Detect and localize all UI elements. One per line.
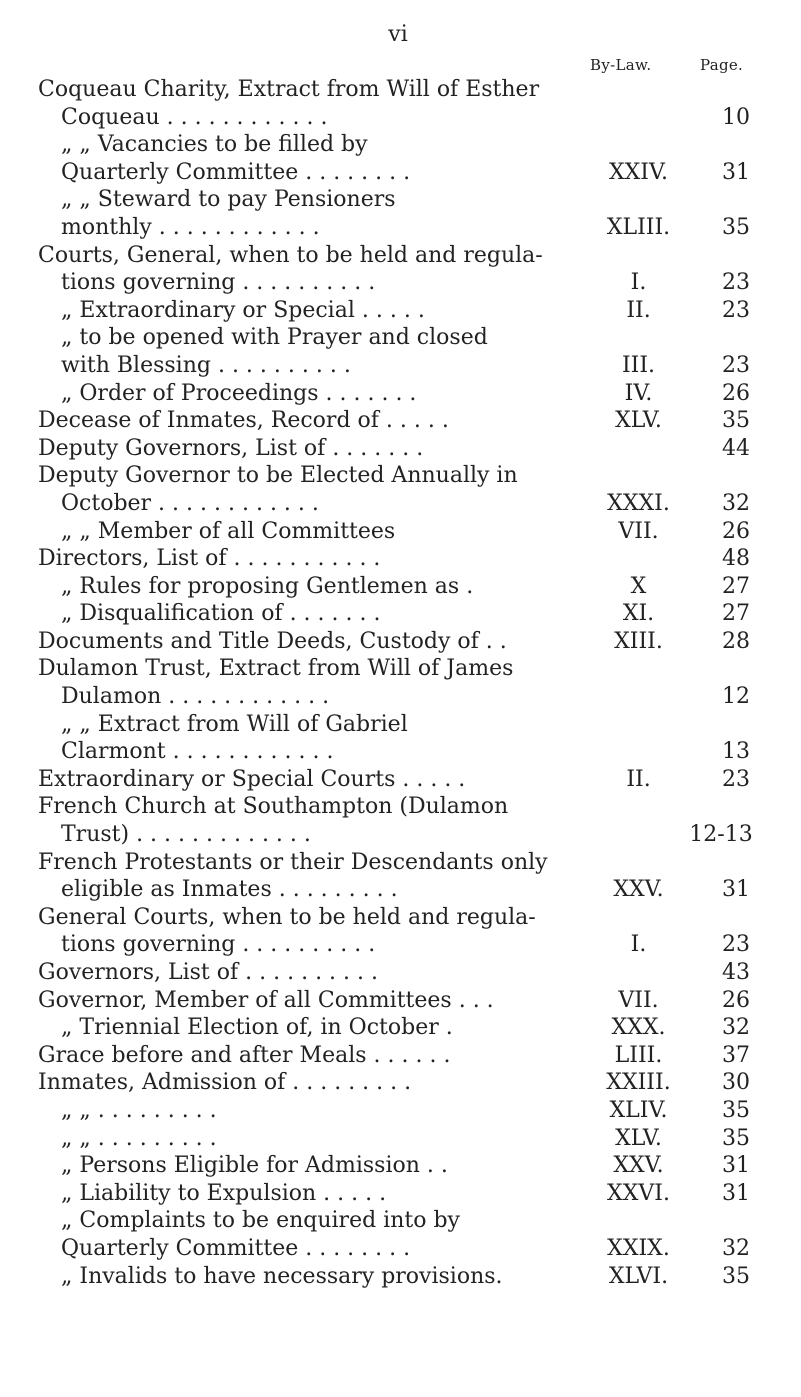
entry-text: eligible as Inmates . . . . . . . . . [61, 877, 398, 903]
entry-page: 26 [722, 380, 750, 406]
entry-bylaw: XXV. [613, 1153, 664, 1179]
entry-text: Decease of Inmates, Record of . . . . . [38, 408, 449, 434]
entry-bylaw: X [630, 573, 647, 599]
entry-text: Courts, General, when to be held and regula- [38, 242, 543, 268]
entry-page: 31 [722, 1180, 750, 1206]
index-entry-row [38, 931, 778, 959]
index-entry-row [38, 711, 778, 739]
entry-text: Coqueau . . . . . . . . . . . . [61, 104, 328, 130]
entry-text: October . . . . . . . . . . . . [61, 490, 319, 516]
entry-bylaw: XLIII. [606, 214, 671, 240]
entry-page: 27 [722, 601, 750, 627]
entry-page: 32 [722, 1015, 750, 1041]
entry-bylaw: XLVI. [608, 1263, 669, 1289]
index-entry-row [38, 600, 778, 628]
entry-page: 44 [722, 435, 750, 461]
entry-page: 27 [722, 573, 750, 599]
entry-bylaw: LIII. [614, 1042, 663, 1068]
index-entry-row [38, 462, 778, 490]
entry-text: Quarterly Committee . . . . . . . . [61, 159, 411, 185]
entry-page: 28 [722, 628, 750, 654]
entry-text: „ Complaints to be enquired into by [61, 1208, 460, 1234]
index-entry-row [38, 1125, 778, 1153]
entry-page: 48 [722, 546, 750, 572]
entry-page: 13 [722, 739, 750, 765]
entry-text: Inmates, Admission of . . . . . . . . . [38, 1070, 412, 1096]
index-entry-row [38, 435, 778, 463]
index-entry-row [38, 793, 778, 821]
entry-text: „ „ Steward to pay Pensioners [61, 187, 396, 213]
index-entry-row [38, 987, 778, 1015]
entry-text: Dulamon . . . . . . . . . . . . [61, 684, 330, 710]
index-entry-row [38, 131, 778, 159]
entry-text: tions governing . . . . . . . . . . [61, 270, 376, 296]
entry-text: „ „ Extract from Will of Gabriel [61, 711, 408, 737]
entry-page: 35 [722, 1125, 750, 1151]
index-entry-row [38, 849, 778, 877]
entry-page: 31 [722, 1153, 750, 1179]
entry-bylaw: II. [626, 297, 651, 323]
index-entry-row [38, 242, 778, 270]
index-entry-row [38, 904, 778, 932]
entry-text: Documents and Title Deeds, Custody of . . [38, 628, 507, 654]
entry-bylaw: XXXI. [607, 490, 670, 516]
index-entry-row [38, 1235, 778, 1263]
entry-bylaw: II. [626, 766, 651, 792]
entry-page: 35 [722, 1097, 750, 1123]
entry-text: „ „ . . . . . . . . . [61, 1125, 217, 1151]
index-entry-row [38, 352, 778, 380]
entry-page: 35 [722, 214, 750, 240]
entry-bylaw: XXIV. [608, 159, 669, 185]
entry-page: 12-13 [689, 822, 753, 848]
index-entries [38, 76, 778, 1290]
index-entry-row [38, 490, 778, 518]
entry-text: „ Invalids to have necessary provisions. [61, 1263, 503, 1289]
entry-page: 26 [722, 987, 750, 1013]
index-entry-row [38, 876, 778, 904]
entry-text: „ Disqualification of . . . . . . . [61, 601, 381, 627]
entry-text: Quarterly Committee . . . . . . . . [61, 1235, 411, 1261]
entry-text: „ Triennial Election of, in October . [61, 1015, 453, 1041]
entry-page: 23 [722, 352, 750, 378]
entry-text: „ to be opened with Prayer and closed [61, 325, 488, 351]
entry-bylaw: XXV. [613, 877, 664, 903]
entry-page: 26 [722, 518, 750, 544]
entry-text: Trust) . . . . . . . . . . . . . [61, 822, 311, 848]
entry-text: Governor, Member of all Committees . . . [38, 987, 494, 1013]
entry-text: General Courts, when to be held and regula- [38, 904, 536, 930]
entry-text: Governors, List of . . . . . . . . . . [38, 960, 379, 985]
entry-text: French Protestants or their Descendants only [38, 849, 548, 875]
index-entry-row [38, 324, 778, 352]
entry-bylaw: I. [630, 932, 647, 958]
entry-page: 35 [722, 408, 750, 434]
index-entry-row [38, 545, 778, 573]
entry-page: 23 [722, 766, 750, 792]
index-entry-row [38, 1180, 778, 1208]
entry-text: „ „ Member of all Committees [61, 518, 396, 544]
entry-text: „ Persons Eligible for Admission . . [61, 1153, 448, 1179]
entry-page: 10 [722, 104, 750, 130]
entry-text: tions governing . . . . . . . . . . [61, 932, 376, 958]
index-entry-row [38, 766, 778, 794]
index-entry-row [38, 214, 778, 242]
entry-page: 23 [722, 297, 750, 323]
entry-text: with Blessing . . . . . . . . . . [61, 352, 351, 378]
entry-page: 35 [722, 1263, 750, 1289]
entry-text: Directors, List of . . . . . . . . . . . [38, 546, 381, 572]
index-entry-row [38, 518, 778, 546]
entry-page: 43 [722, 960, 750, 985]
index-entry-row [38, 738, 778, 766]
entry-bylaw: XI. [622, 601, 655, 627]
entry-text: Deputy Governor to be Elected Annually in [38, 463, 518, 489]
entry-text: Deputy Governors, List of . . . . . . . [38, 435, 424, 461]
index-entry-row [38, 1152, 778, 1180]
page-column-header: Page. [700, 56, 744, 74]
index-entry-row [38, 573, 778, 601]
entry-bylaw: XXIX. [607, 1235, 670, 1261]
index-entry-row [38, 1042, 778, 1070]
index-entry-row [38, 104, 778, 132]
entry-text: French Church at Southampton (Dulamon [38, 794, 509, 820]
entry-text: Coqueau Charity, Extract from Will of Esther [38, 77, 540, 102]
entry-text: „ Rules for proposing Gentlemen as . [61, 573, 474, 599]
entry-page: 32 [722, 1235, 750, 1261]
entry-page: 32 [722, 490, 750, 516]
entry-bylaw: XLIV. [609, 1097, 668, 1123]
entry-bylaw: XLV. [615, 408, 662, 434]
index-entry-row [38, 1207, 778, 1235]
entry-text: Clarmont . . . . . . . . . . . . [61, 739, 334, 765]
index-entry-row [38, 407, 778, 435]
entry-page: 37 [722, 1042, 750, 1068]
entry-bylaw: III. [621, 352, 656, 378]
entry-text: Extraordinary or Special Courts . . . . . [38, 766, 466, 792]
index-entry-row [38, 1014, 778, 1042]
index-entry-row [38, 1069, 778, 1097]
index-entry-row [38, 821, 778, 849]
index-entry-row [38, 655, 778, 683]
index-entry-row [38, 959, 778, 987]
entry-bylaw: XLV. [615, 1125, 662, 1151]
entry-page: 31 [722, 159, 750, 185]
entry-text: Grace before and after Meals . . . . . . [38, 1042, 451, 1068]
entry-page: 23 [722, 270, 750, 296]
index-entry-row [38, 76, 778, 104]
entry-text: „ Liability to Expulsion . . . . . [61, 1180, 387, 1206]
index-entry-row [38, 1263, 778, 1291]
entry-bylaw: XXIII. [606, 1070, 671, 1096]
entry-text: „ Order of Proceedings . . . . . . . [61, 380, 417, 406]
entry-text: „ „ Vacancies to be filled by [61, 132, 368, 158]
index-entry-row [38, 269, 778, 297]
index-entry-row [38, 186, 778, 214]
entry-text: „ Extraordinary or Special . . . . . [61, 297, 425, 323]
entry-bylaw: VII. [618, 518, 659, 544]
entry-bylaw: IV. [624, 380, 653, 406]
entry-page: 12 [722, 684, 750, 710]
entry-text: monthly . . . . . . . . . . . . [61, 214, 320, 240]
entry-page: 31 [722, 877, 750, 903]
entry-bylaw: XXVI. [607, 1180, 670, 1206]
entry-text: Dulamon Trust, Extract from Will of James [38, 656, 514, 682]
bylaw-column-header: By-Law. [590, 56, 652, 74]
index-entry-row [38, 1097, 778, 1125]
entry-bylaw: VII. [618, 987, 659, 1013]
entry-text: „ „ . . . . . . . . . [61, 1097, 217, 1123]
entry-bylaw: XXX. [611, 1015, 666, 1041]
index-entry-row [38, 159, 778, 187]
index-entry-row [38, 380, 778, 408]
entry-bylaw: I. [630, 270, 647, 296]
index-entry-row [38, 297, 778, 325]
entry-page: 23 [722, 932, 750, 958]
entry-page: 30 [722, 1070, 750, 1096]
page-folio: vi [388, 22, 408, 47]
index-entry-row [38, 683, 778, 711]
entry-bylaw: XIII. [614, 628, 663, 654]
index-entry-row [38, 628, 778, 656]
